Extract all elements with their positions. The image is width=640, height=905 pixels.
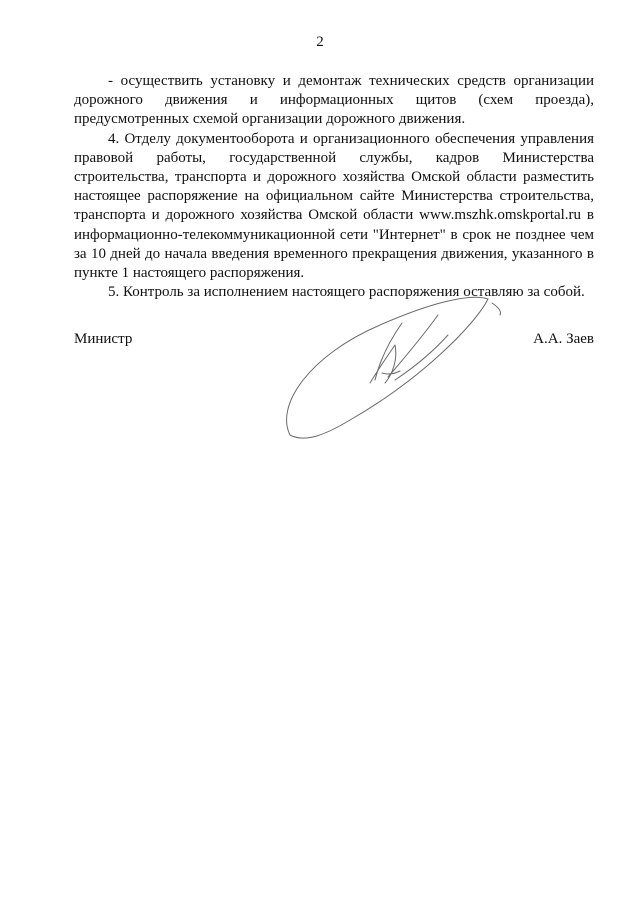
paragraph-publication: 4. Отделу документооборота и организационного обеспечения управления правовой работы, государственной службы, кадров Министерства строительства, транспорта и дорожного хозяйства Омской области разместить настоящее распоряжение на официальном сайте Министерства строительства, транспорта и дорожного хозяйства Омской области www.mszhk.omskportal.ru в информационно-телекоммуникационной сети "Интернет" в срок не позднее чем за 10 дней до начала введения временного прекращения движения, указанного в пункте 1 настоящего распоряжения. — [74, 130, 594, 282]
handwritten-signature — [270, 285, 530, 455]
paragraph-control: 5. Контроль за исполнением настоящего распоряжения оставляю за собой. — [108, 284, 585, 301]
paragraph-install-signs: - осуществить установку и демонтаж технических средств организации дорожного движения и информационных щитов (схем проезда), предусмотренных схемой организации дорожного движения. — [74, 73, 594, 128]
signer-name: А.А. Заев — [533, 331, 594, 347]
document-body — [74, 72, 594, 302]
signer-title: Министр — [74, 331, 133, 347]
page-number: 2 — [316, 34, 324, 50]
